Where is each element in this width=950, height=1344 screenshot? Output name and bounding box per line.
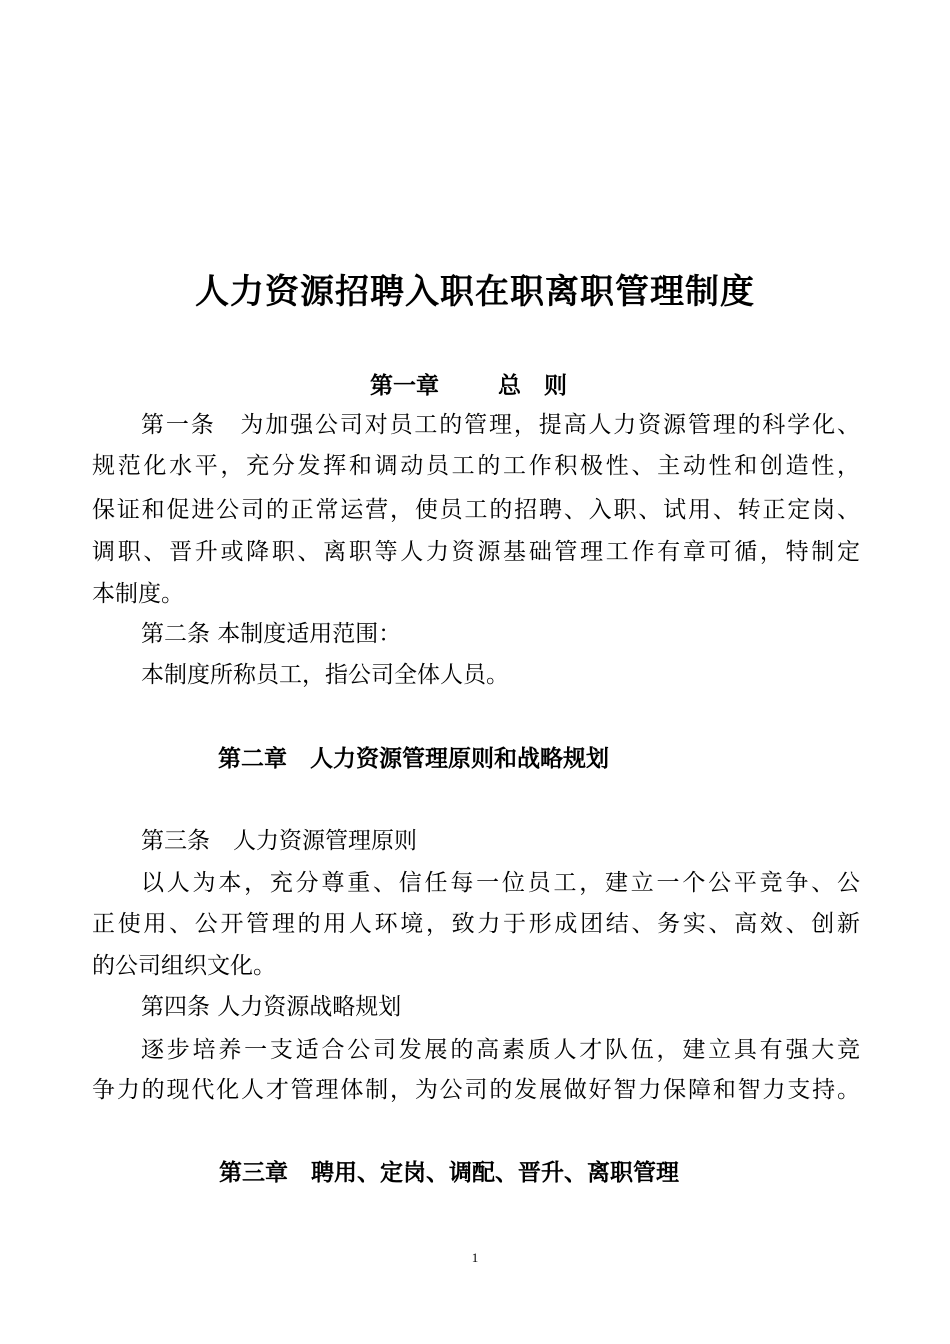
chapter-1-heading-title: 总 则 xyxy=(498,372,567,399)
article-1-line: 本制度。 xyxy=(92,581,184,607)
article-1-line: 调职、晋升或降职、离职等人力资源基础管理工作有章可循，特制定 xyxy=(92,539,860,565)
article-2-body: 本制度所称员工，指公司全体人员。 xyxy=(141,662,509,688)
article-3-line: 正使用、公开管理的用人环境，致力于形成团结、务实、高效、创新 xyxy=(92,911,860,937)
article-1-line: 规范化水平，充分发挥和调动员工的工作积极性、主动性和创造性， xyxy=(92,453,860,479)
article-1-line: 第一条 为加强公司对员工的管理，提高人力资源管理的科学化、 xyxy=(141,412,860,438)
article-3-title: 第三条 人力资源管理原则 xyxy=(141,828,417,854)
article-3-line: 以人为本，充分尊重、信任每一位员工，建立一个公平竞争、公 xyxy=(141,870,860,896)
page-number: 1 xyxy=(471,1250,479,1265)
article-4-title: 第四条 人力资源战略规划 xyxy=(141,994,402,1020)
article-1-line: 保证和促进公司的正常运营，使员工的招聘、入职、试用、转正定岗、 xyxy=(92,497,860,523)
article-3-line: 的公司组织文化。 xyxy=(92,953,276,979)
document-title: 人力资源招聘入职在职离职管理制度 xyxy=(195,272,755,312)
article-2-title: 第二条 本制度适用范围： xyxy=(141,621,402,647)
chapter-2-heading: 第二章 人力资源管理原则和战略规划 xyxy=(218,745,609,772)
chapter-3-heading: 第三章 聘用、定岗、调配、晋升、离职管理 xyxy=(219,1159,679,1186)
article-4-line: 逐步培养一支适合公司发展的高素质人才队伍，建立具有强大竞 xyxy=(141,1037,860,1063)
chapter-1-heading-number: 第一章 xyxy=(370,372,439,399)
article-4-line: 争力的现代化人才管理体制，为公司的发展做好智力保障和智力支持。 xyxy=(92,1077,860,1103)
